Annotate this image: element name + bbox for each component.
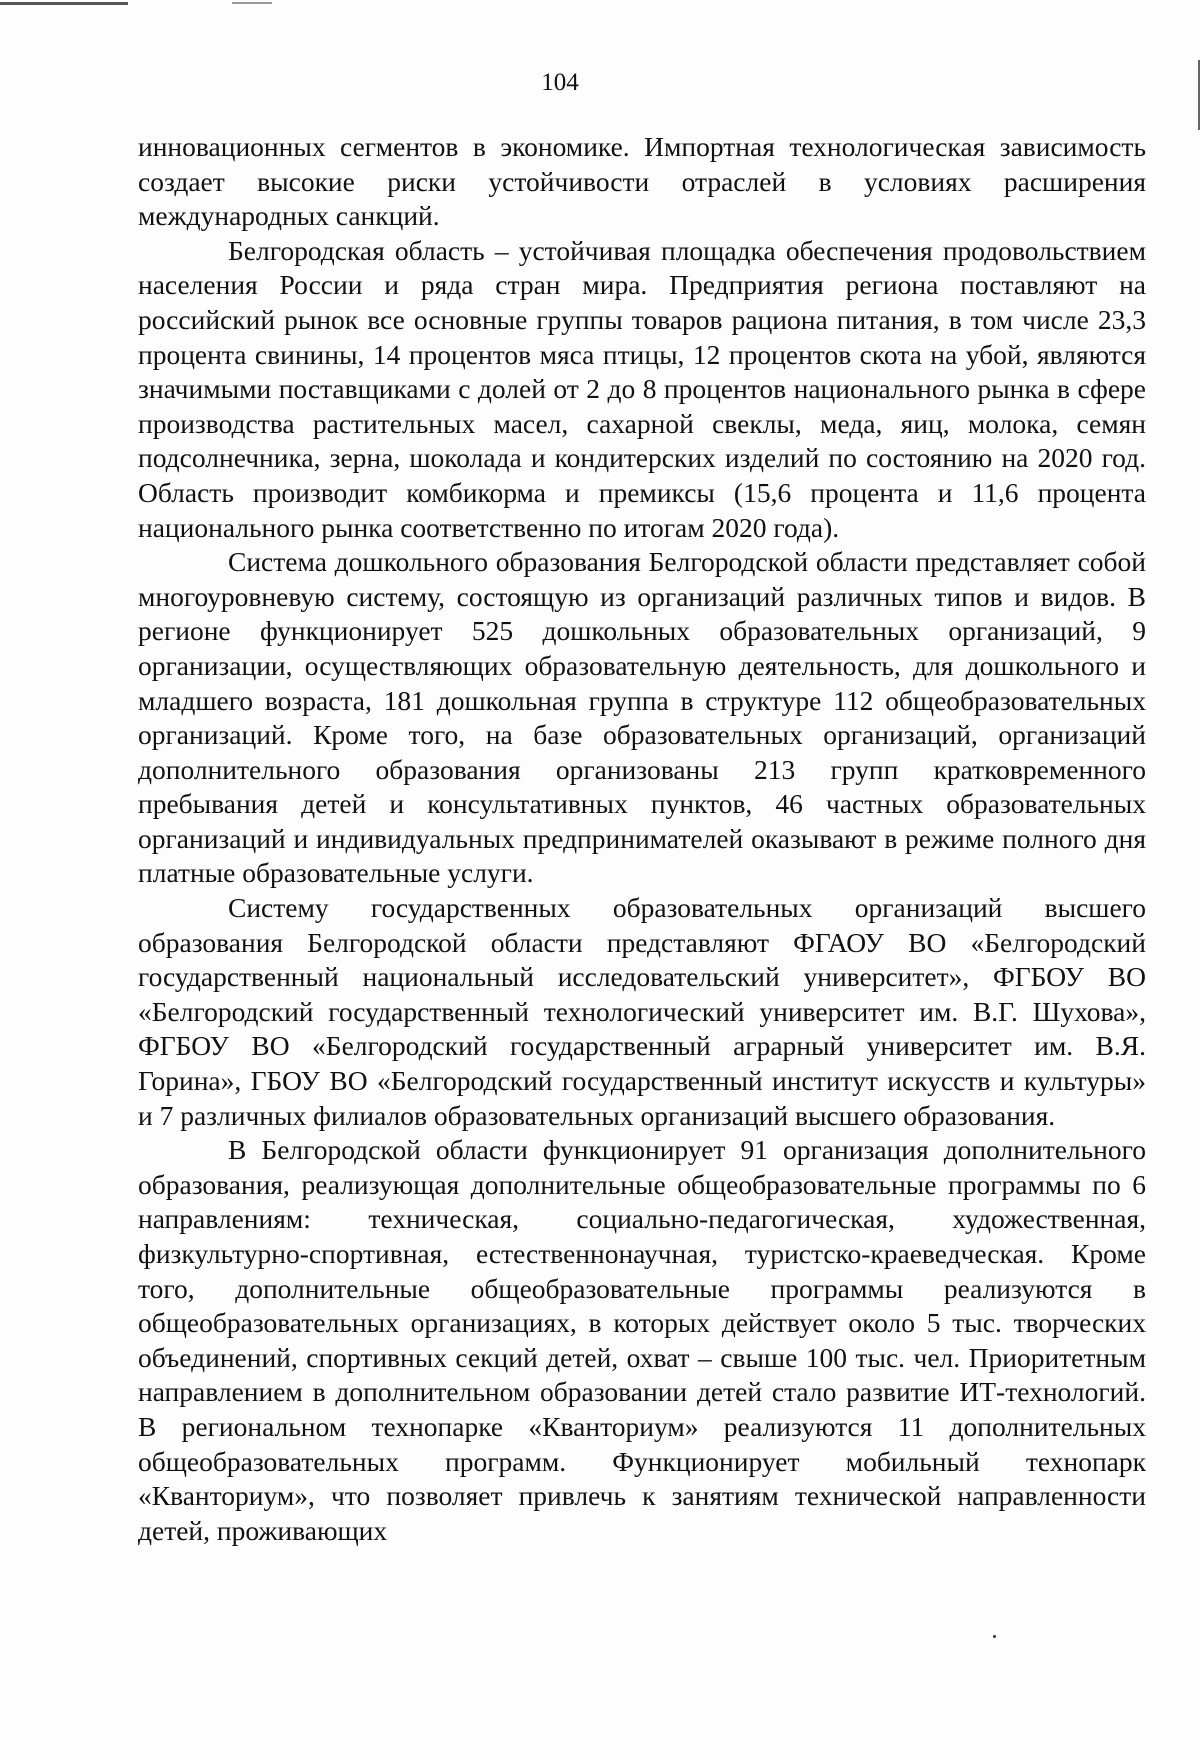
paragraph-higher-education: Систему государственных образовательных организаций высшего образования Белгородской области представляют ФГАОУ ВО «Белгородский государственный национальный исследовательский университет», ФГБОУ ВО «Белгородский государственный технологический университет им. В.Г. Шухова», ФГБОУ ВО «Белгородский государственный аграрный университет им. В.Я. Горина», ГБОУ ВО «Белгородский государственный институт искусств и культуры» и 7 различных филиалов образовательных организаций высшего образования. [138,892,1146,1131]
scan-speck [993,1635,996,1638]
paragraph-food-production: Белгородская область – устойчивая площадка обеспечения продовольствием населения России и ряда стран мира. Предприятия региона поставляют на российский рынок все основные группы товаров рациона питания, в том числе 23,3 процента свинины, 14 процентов мяса птицы, 12 процентов скота на убой, являются значимыми поставщиками с долей от 2 до 8 процентов национального рынка в сфере производства растительных масел, сахарной свеклы, меда, яиц, молока, семян подсолнечника, зерна, шоколада и кондитерских изделий по состоянию на 2020 год. Область производит комбикорма и премиксы (15,6 процента и 11,6 процента национального рынка соответственно по итогам 2020 года). [138,234,1146,543]
scan-edge-mark [232,2,272,4]
paragraph-continuation: инновационных сегментов в экономике. Импортная технологическая зависимость создает высокие риски устойчивости отраслей в условиях расширения международных санкций. [138,131,1146,232]
scan-edge-mark [0,2,128,5]
paragraph-additional-education: В Белгородской области функционирует 91 организация дополнительного образования, реализующая дополнительные общеобразовательные программы по 6 направлениям: техническая, социально-педагогическая, художественная, физкультурно-спортивная, естественнонаучная, туристско-краеведческая. Кроме того, дополнительные общеобразовательные программы реализуются в общеобразовательных организациях, в которых действует около 5 тыс. творческих объединений, спортивных секций детей, охват – свыше 100 тыс. чел. Приоритетным направлением в дополнительном образовании детей стало развитие ИТ-технологий. В региональном технопарке «Кванториум» реализуются 11 дополнительных общеобразовательных программ. Функционирует мобильный технопарк «Кванториум», что позволяет привлечь к занятиям технической направленности детей, проживающих [138,1134,1146,1546]
paragraph-preschool-education: Система дошкольного образования Белгородской области представляет собой многоуровневую систему, состоящую из организаций различных типов и видов. В регионе функционирует 525 дошкольных образовательных организаций, 9 организации, осуществляющих образовательную деятельность, для дошкольного и младшего возраста, 181 дошкольная группа в структуре 112 общеобразовательных организаций. Кроме того, на базе образовательных организаций, организаций дополнительного образования организованы 213 групп кратковременного пребывания детей и консультативных пунктов, 46 частных образовательных организаций и индивидуальных предпринимателей оказывают в режиме полного дня платные образовательные услуги. [138,546,1146,889]
document-body [138,130,1146,1548]
page-number: 104 [541,69,579,96]
